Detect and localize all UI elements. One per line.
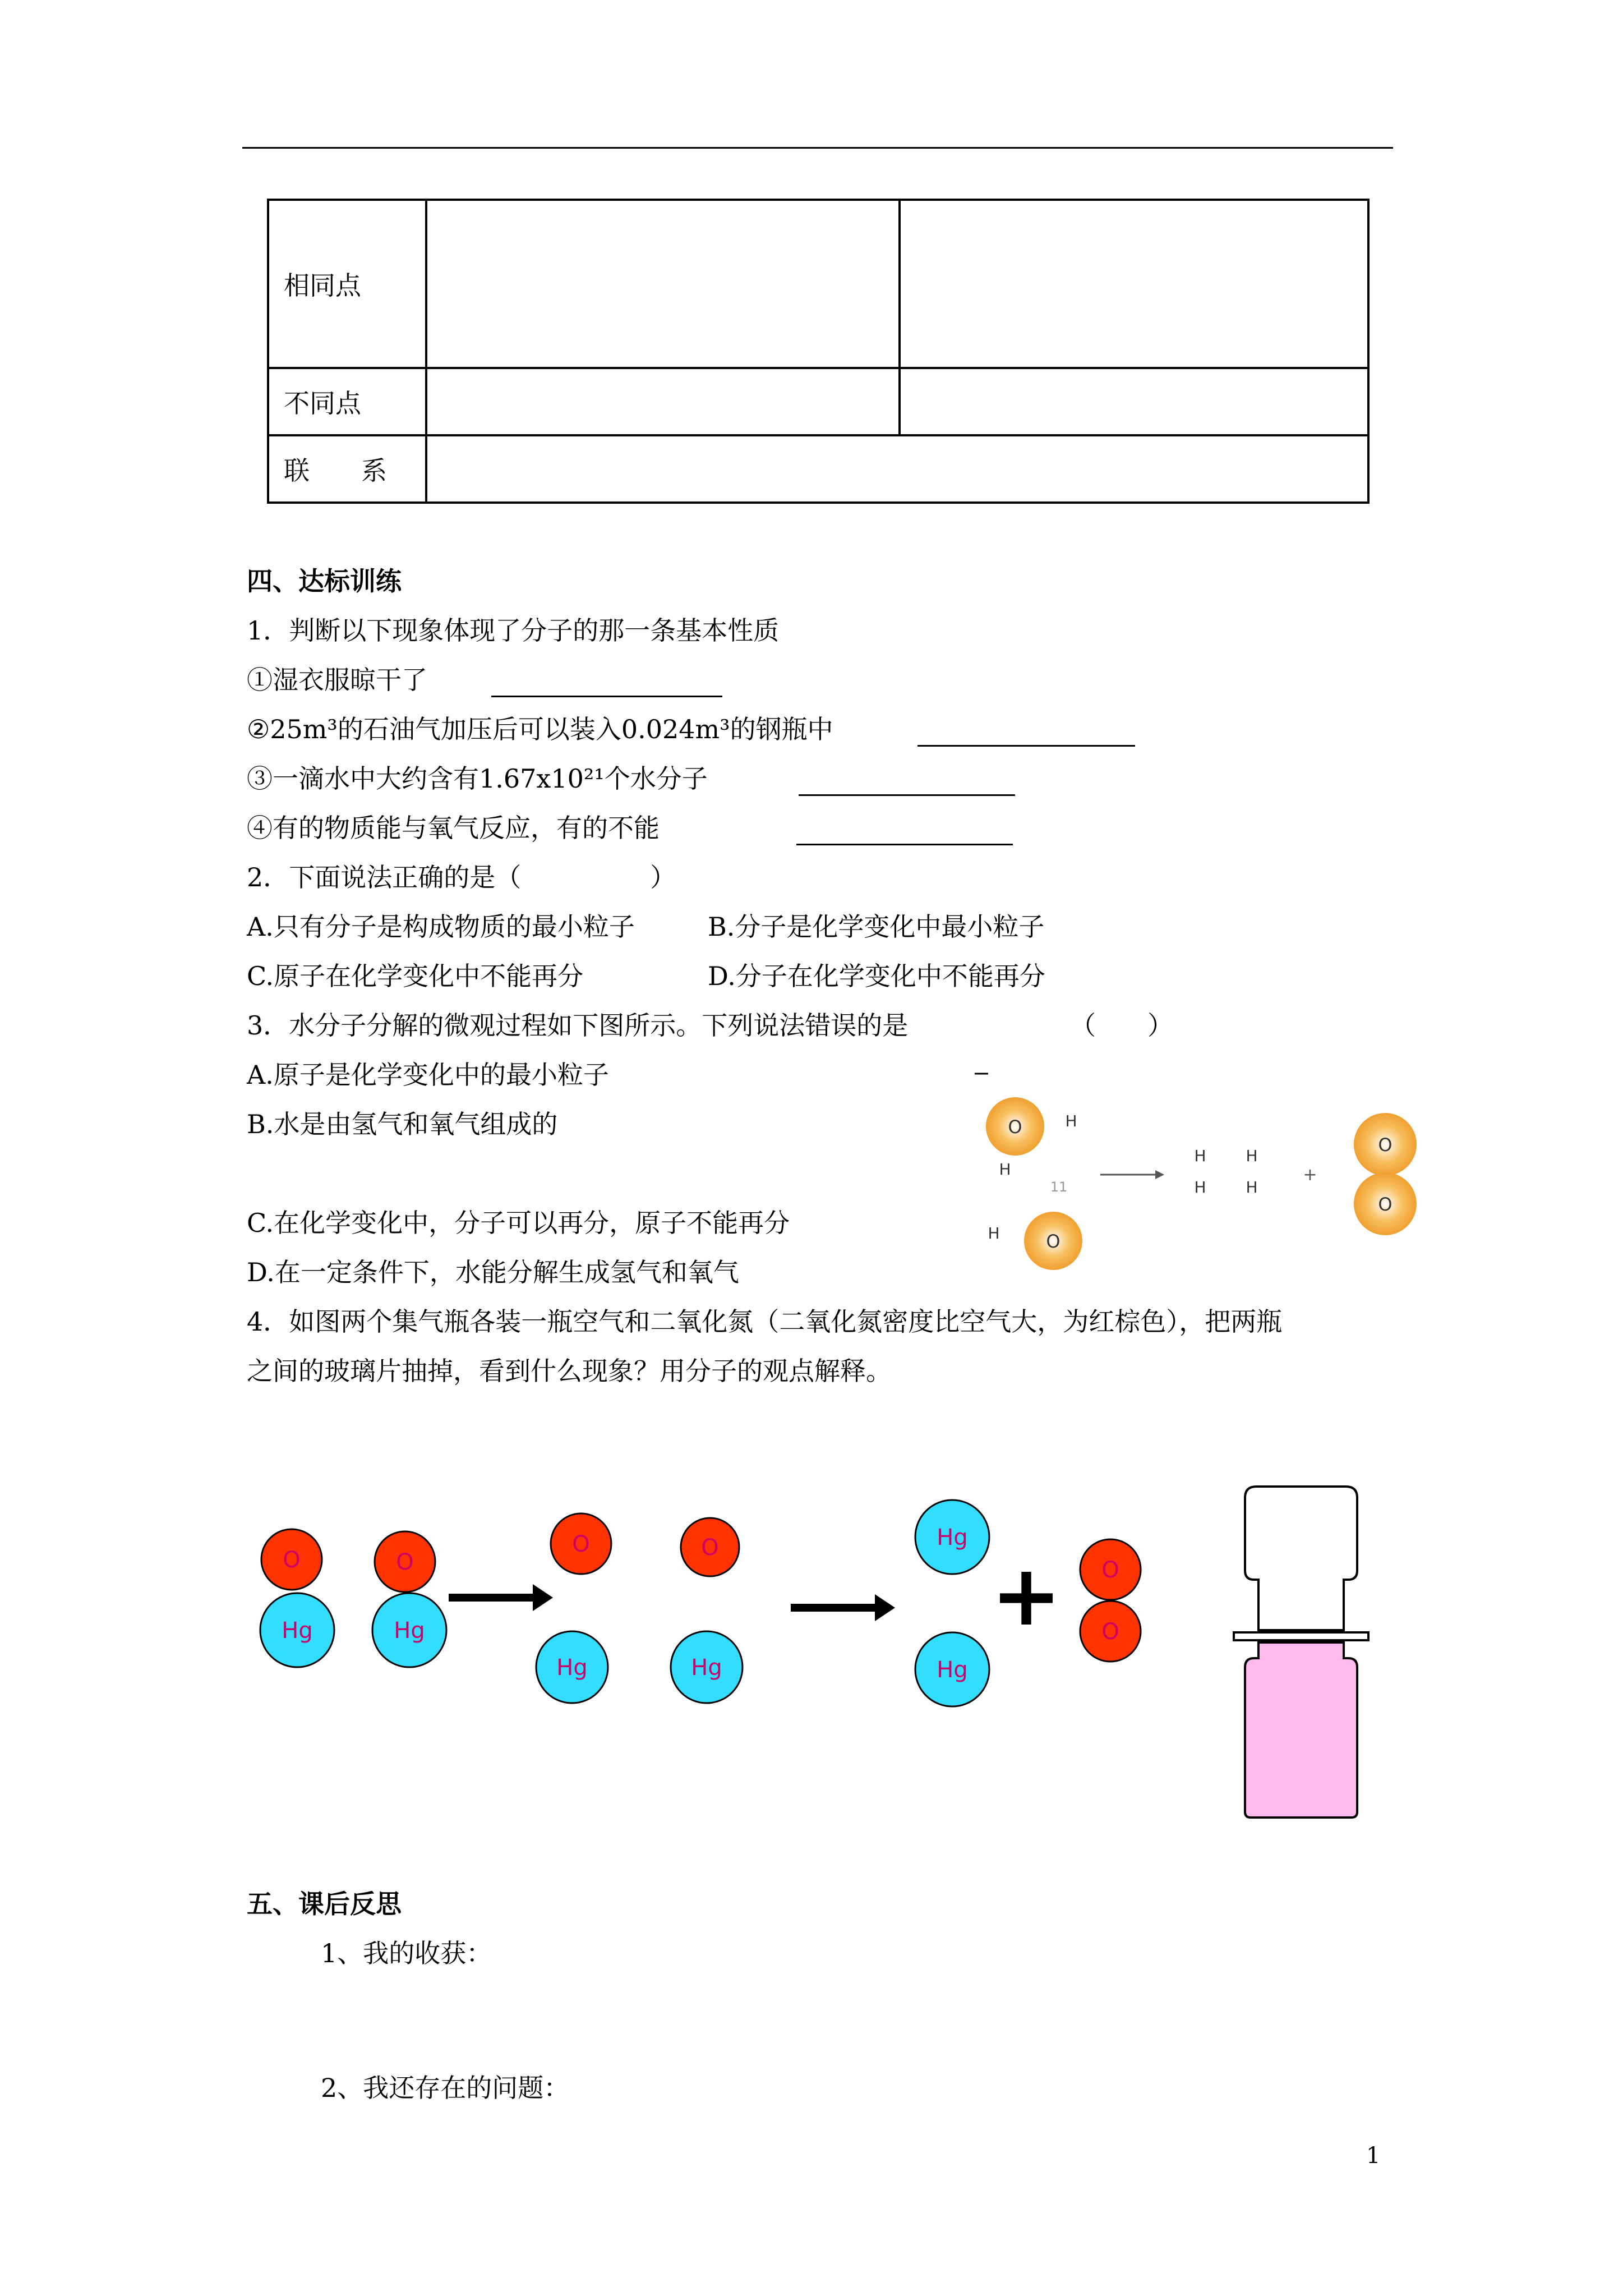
q1-item: ③一滴水中大约含有1.67x10²¹个水分子: [247, 763, 708, 794]
atom-label: H: [999, 1160, 1011, 1179]
atom-label: O: [1378, 1194, 1393, 1215]
glass-plate: [1234, 1632, 1368, 1640]
q2-stem: 2．下面说法正确的是（ ）: [247, 862, 676, 892]
q1-item: ②25m³的石油气加压后可以装入0.024m³的钢瓶中: [247, 714, 833, 744]
atom-label: Hg: [937, 1525, 968, 1550]
table-row: [268, 200, 1368, 368]
header-rule: [242, 147, 1393, 149]
arrow-head: [875, 1594, 895, 1621]
atom-label: H: [1065, 1112, 1077, 1130]
atom-label: Hg: [937, 1657, 968, 1683]
atom-label: O: [1101, 1557, 1119, 1583]
atom-label: O: [1046, 1231, 1061, 1252]
atom-label: O: [1378, 1134, 1393, 1156]
q3-option: B.水是由氢气和氧气组成的: [247, 1109, 558, 1139]
table-cell: [426, 200, 900, 368]
atom-label: H: [1246, 1147, 1258, 1165]
q2-option: D.分子在化学变化中不能再分: [708, 961, 1045, 991]
q4-text: 4．如图两个集气瓶各装一瓶空气和二氧化氮（二氧化氮密度比空气大，为红棕色），把两瓶: [247, 1306, 1283, 1337]
section5-title: 五、课后反思: [247, 1889, 402, 1919]
atom-label: Hg: [556, 1655, 588, 1681]
gas-bottles: [1234, 1487, 1368, 1818]
section4-title: 四、达标训练: [247, 566, 402, 596]
plus-sign: +: [1303, 1165, 1317, 1185]
atom-label: O: [1101, 1619, 1119, 1645]
answer-blank[interactable]: [796, 821, 1013, 845]
row-label: 联 系: [268, 435, 426, 503]
table-row: [268, 368, 1368, 435]
row-label: 不同点: [268, 368, 426, 435]
faint-mark: 11: [1050, 1179, 1068, 1195]
q3-paren: （ ）: [1070, 1010, 1173, 1041]
atom-label: H: [988, 1224, 1000, 1243]
table-cell: [900, 200, 1368, 368]
answer-blank[interactable]: [917, 723, 1135, 747]
q3-option: D.在一定条件下，水能分解生成氢气和氧气: [247, 1257, 739, 1287]
q3-option: A.原子是化学变化中的最小粒子: [247, 1060, 609, 1090]
water-decomposition-diagram: [953, 1060, 1447, 1273]
q2-option: C.原子在化学变化中不能再分: [247, 961, 584, 991]
bottom-bottle-nitrogen-dioxide: [1245, 1642, 1357, 1818]
q3-stem: 3．水分子分解的微观过程如下图所示。下列说法错误的是: [247, 1010, 909, 1041]
atom-label: O: [701, 1535, 719, 1561]
atom-label: Hg: [691, 1655, 722, 1681]
table-cell: [426, 435, 1368, 503]
page-number: 1: [1366, 2143, 1381, 2169]
atom-label: O: [396, 1549, 414, 1575]
atom-label: O: [283, 1547, 301, 1573]
atom-label: Hg: [282, 1618, 313, 1644]
q2-option: B.分子是化学变化中最小粒子: [708, 912, 1045, 942]
answer-blank[interactable]: [799, 772, 1015, 796]
arrow-head: [533, 1584, 553, 1611]
top-bottle-air: [1245, 1487, 1357, 1630]
reflection-item: 2、我还存在的问题：: [321, 2073, 570, 2103]
q1-item: ④有的物质能与氧气反应，有的不能: [247, 813, 660, 843]
table-cell: [900, 368, 1368, 435]
mercury-oxide-diagram: [247, 1470, 1436, 1829]
atom-label: H: [1194, 1147, 1206, 1165]
atom-label: H: [1194, 1178, 1206, 1197]
atom-label: O: [572, 1531, 590, 1557]
q2-option: A.只有分子是构成物质的最小粒子: [247, 912, 635, 942]
comparison-table: [267, 199, 1370, 504]
answer-blank[interactable]: [491, 673, 722, 697]
reflection-item: 1、我的收获：: [321, 1938, 492, 1968]
atom-label: O: [1008, 1116, 1022, 1138]
q3-option: C.在化学变化中，分子可以再分，原子不能再分: [247, 1208, 790, 1238]
row-label: 相同点: [268, 200, 426, 368]
table-row: [268, 435, 1368, 503]
q4-text: 之间的玻璃片抽掉，看到什么现象？用分子的观点解释。: [247, 1356, 892, 1386]
arrow-head: [1155, 1170, 1164, 1179]
atom-label: Hg: [394, 1618, 425, 1644]
plus-sign: +: [991, 1547, 1062, 1645]
table-cell: [426, 368, 900, 435]
q1-item: ①湿衣服晾干了: [247, 665, 427, 695]
q1-stem: 1．判断以下现象体现了分子的那一条基本性质: [247, 615, 780, 646]
atom-label: H: [1246, 1178, 1258, 1197]
